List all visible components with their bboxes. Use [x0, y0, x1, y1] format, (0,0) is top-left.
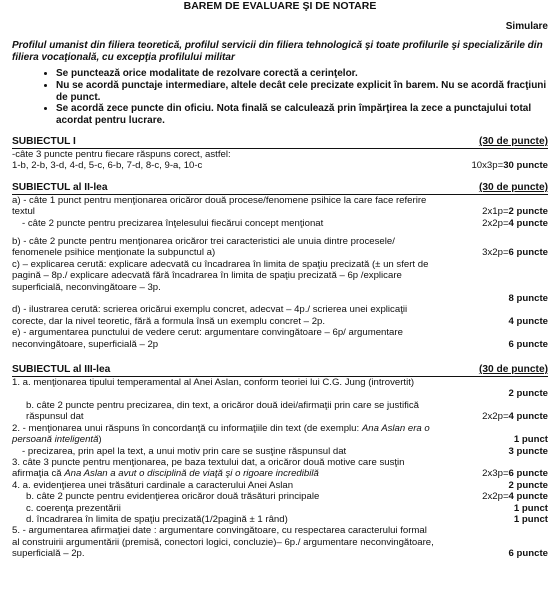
s1-answers-row — [12, 160, 548, 171]
profile-description: Profilul umanist din filiera teoretică, profilul servicii din filiera tehnologică şi toate profilurile şi specializările din filiera vocaţională, cu excepţia profilului militar — [12, 40, 543, 64]
section-points: (30 de puncte) — [478, 181, 548, 193]
s1-answers: 1-b, 2-b, 3-d, 4-d, 5-c, 6-b, 7-d, 8-c, 9-a, 10-c — [12, 160, 203, 172]
rule-item: • Nu se acordă punctaje intermediare, altele decât cele precizate explicit în barem. Nu se acordă fracţiuni de punct. — [56, 80, 548, 104]
s3-q5-row: superficială – 2p. 6 puncte — [12, 548, 548, 560]
s3-q5-line: al construirii argumentării (premisă, conectori logici, concluzie)– 6p./ argumentare neconvingătoare, — [12, 536, 434, 548]
s3-q2a-score: 1 punct — [513, 434, 548, 446]
s1-score: 10x3p=30 puncte — [471, 160, 548, 172]
rule-item: • Se punctează orice modalitate de rezolvare corectă a cerinţelor. — [56, 68, 548, 80]
s2-b-row: fenomenele psihice menţionate la subpunctul a) 3x2p=6 puncte — [12, 247, 548, 259]
s3-q5-line: 5. - argumentarea afirmaţiei date : argumentare convingătoare, cu respectarea caracterului formal — [12, 525, 427, 537]
s3-q5-score: 6 puncte — [508, 548, 548, 560]
s3-q4a-score: 2 puncte — [508, 479, 548, 491]
s3-q4d-row: d. încadrarea în limita de spaţiu precizată(1/2pagină ± 1 rând) 1 punct — [26, 513, 548, 525]
s2-d-line: d) - ilustrarea cerută: scrierea oricărui exemplu concret, adecvat – 4p./ scrierea unei explicaţii — [12, 304, 408, 316]
document-title: BAREM DE EVALUARE ŞI DE NOTARE — [183, 0, 377, 12]
section-title: SUBIECTUL I — [12, 135, 76, 147]
s2-c-score: 8 puncte — [508, 293, 548, 305]
s3-q3-line: 3. câte 3 puncte pentru menţionarea, pe baza textului dat, a oricăror două motive care susţin — [12, 456, 405, 468]
general-rules — [12, 68, 548, 127]
section-heading-2 — [12, 182, 548, 195]
s2-a-row: textul 2x1p=2 puncte — [12, 206, 548, 218]
s3-q4b-row: b. câte 2 puncte pentru evidenţierea oricăror două trăsături principale 2x2p=4 puncte — [26, 491, 548, 503]
rule-item: • Se acordă zece puncte din oficiu. Nota finală se calculează prin împărţirea la zece a punctajului total acordat pentru lucrare. — [56, 103, 548, 127]
s3-q2b-score: 3 puncte — [508, 445, 548, 457]
s3-q2a-row: persoană inteligentă) 1 punct — [12, 434, 548, 446]
section-points: (30 de puncte) — [478, 364, 548, 376]
s2-c-line: pagină – 8p./ explicare adecvată fără încadrarea în limita de spaţiu precizată – 6p /explicare — [12, 270, 402, 282]
s3-q4b-score: 2x2p=4 puncte — [482, 491, 548, 503]
s3-q3-score: 2x3p=6 puncte — [482, 468, 548, 480]
section-title: SUBIECTUL al II-lea — [12, 181, 108, 193]
s2-b-line: b) - câte 2 puncte pentru menţionarea oricăror trei caracteristici ale unuia dintre procesele/ — [12, 236, 395, 248]
s3-q2b-row: - precizarea, prin apel la text, a unui motiv prin care se susţine răspunsul dat 3 puncte — [22, 445, 548, 457]
s2-d-row: corecte, dar la nivel teoretic, fără a formula însă un exemplu concret – 2p. 4 puncte — [12, 315, 548, 327]
simulation-tag: Simulare — [505, 21, 548, 32]
s3-q1b-line: b. câte 2 puncte pentru precizarea, din text, a oricăror două idei/afirmaţii prin care se justifică — [26, 399, 420, 411]
s2-c-line: c) – explicarea cerută: explicare adecvată cu încadrarea în limita de spaţiu precizată (± un sfert de — [12, 258, 429, 270]
s2-a-score: 2x1p=2 puncte — [482, 206, 548, 218]
s3-q2a-line: 2. - menţionarea unui răspuns în concordanţă cu informaţiile din text (de exemplu: Ana Aslan era o — [12, 422, 430, 434]
s2-e-score: 6 puncte — [508, 338, 548, 350]
document-page — [12, 0, 548, 560]
s2-a2-row: - câte 2 puncte pentru precizarea înţelesului fiecărui concept menţionat 2x2p=4 puncte — [22, 217, 548, 229]
s2-d-score: 4 puncte — [508, 315, 548, 327]
s3-q4c-score: 1 punct — [513, 502, 548, 514]
s3-q4c-row: c. coerenţa prezentării 1 punct — [26, 502, 548, 514]
section-heading-3 — [12, 364, 548, 377]
s2-a2-score: 2x2p=4 puncte — [482, 217, 548, 229]
section-title: SUBIECTUL al III-lea — [12, 364, 111, 376]
s3-q1a-line: 1. a. menţionarea tipului temperamental al Anei Aslan, conform teoriei lui C.G. Jung (introvertit) — [12, 377, 415, 389]
s3-q3-row: afirmaţia că Ana Aslan a avut o disciplină de viaţă şi o rigoare incredibilă 2x3p=6 puncte — [12, 468, 548, 480]
s2-e-line: e) - argumentarea punctului de vedere cerut: argumentare convingătoare – 6p/ argumentare — [12, 327, 403, 339]
s2-c-line: superficială, neconvingătoare – 3p. — [12, 281, 161, 293]
s3-q1b-score: 2x2p=4 puncte — [482, 411, 548, 423]
s3-q1a-score: 2 puncte — [508, 388, 548, 400]
s1-instruction: -câte 3 puncte pentru fiecare răspuns corect, astfel: — [12, 148, 231, 160]
s2-b-score: 3x2p=6 puncte — [482, 247, 548, 259]
s3-q4d-score: 1 punct — [513, 513, 548, 525]
s3-q4a-row: 4. a. evidenţierea unei trăsături cardinale a caracterului Anei Aslan 2 puncte — [12, 479, 548, 491]
s2-e-row: neconvingătoare, superficială – 2p 6 puncte — [12, 338, 548, 350]
s2-a-line: a) - câte 1 punct pentru menţionarea oricăror două procese/fenomene psihice la care face referire — [12, 194, 427, 206]
s3-q1b-row: răspunsul dat 2x2p=4 puncte — [26, 411, 548, 423]
section-points: (30 de puncte) — [478, 135, 548, 147]
section-heading-1 — [12, 136, 548, 149]
